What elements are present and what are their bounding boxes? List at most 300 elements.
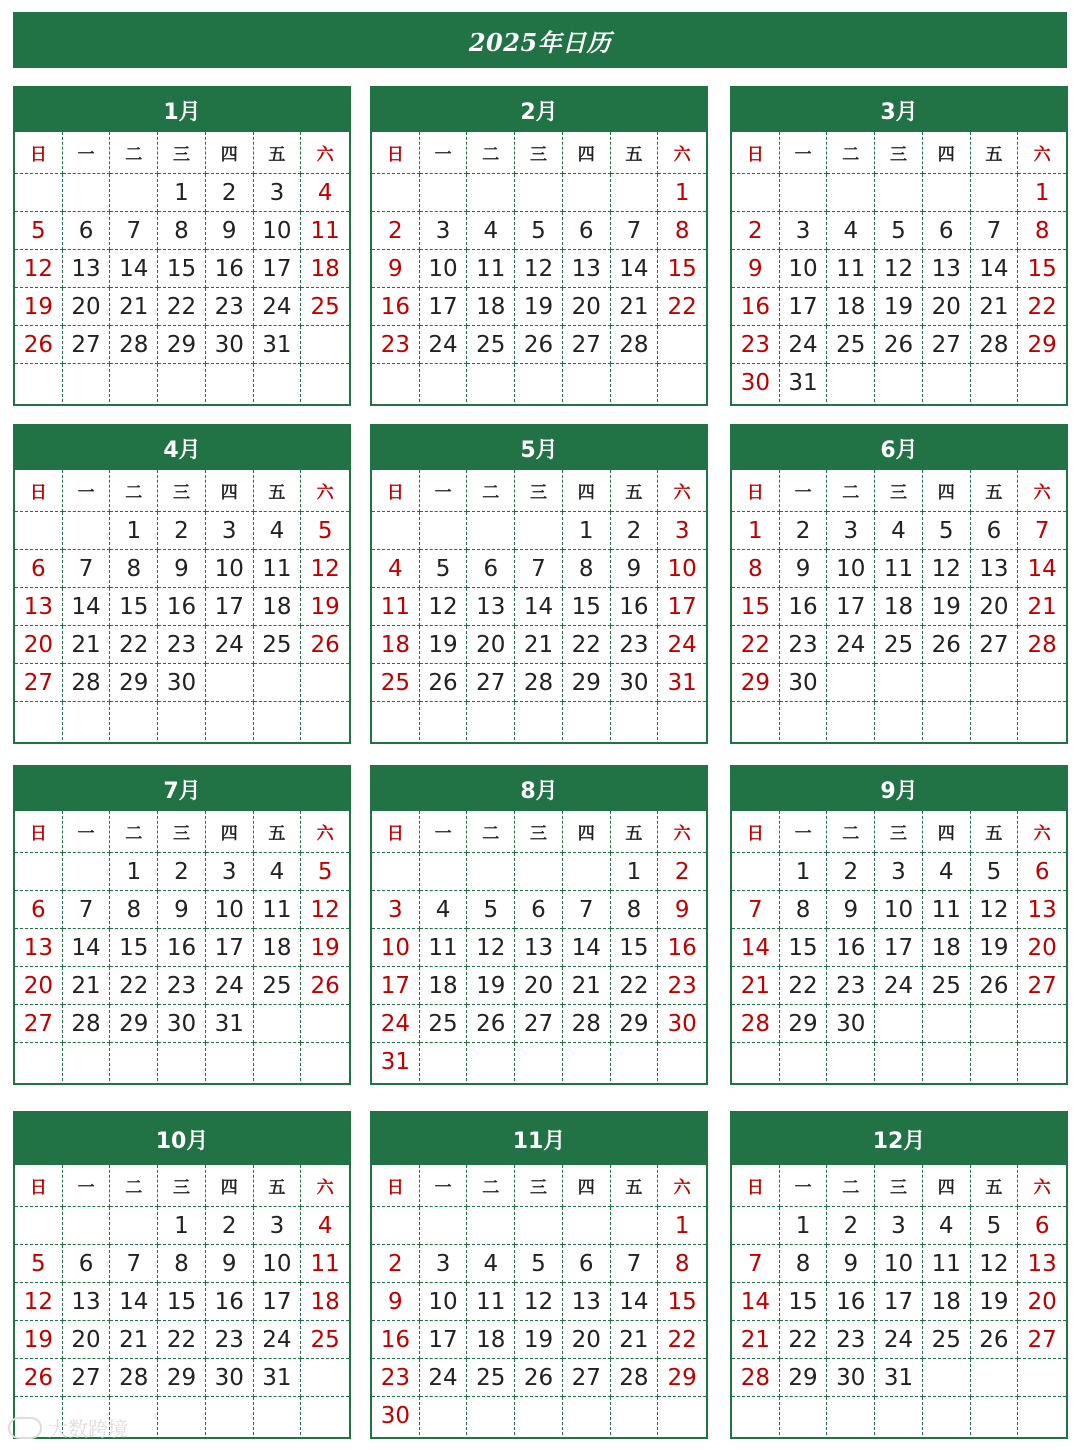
empty-cell <box>611 1043 659 1081</box>
weekday-label: 六 <box>301 132 349 174</box>
day-cell: 20 <box>467 626 515 664</box>
day-cell: 12 <box>875 250 923 288</box>
day-cell: 15 <box>110 588 158 626</box>
weekday-label: 三 <box>158 1165 206 1207</box>
day-cell: 24 <box>372 1005 420 1043</box>
weekday-label: 五 <box>254 132 302 174</box>
month-title: 4月 <box>15 426 349 470</box>
weekday-label: 二 <box>467 132 515 174</box>
month-11 <box>370 1111 708 1439</box>
month-title: 7月 <box>15 767 349 811</box>
day-cell: 14 <box>611 1283 659 1321</box>
day-cell: 30 <box>827 1359 875 1397</box>
empty-cell <box>923 1397 971 1435</box>
day-cell: 17 <box>658 588 706 626</box>
month-title: 1月 <box>15 88 349 132</box>
day-cell: 19 <box>971 929 1019 967</box>
day-cell: 3 <box>206 853 254 891</box>
day-cell: 10 <box>658 550 706 588</box>
month-6 <box>730 424 1068 744</box>
day-cell: 16 <box>158 588 206 626</box>
day-cell: 28 <box>611 326 659 364</box>
watermark <box>8 1413 128 1442</box>
empty-cell <box>467 853 515 891</box>
day-cell: 21 <box>63 626 111 664</box>
day-cell: 20 <box>63 288 111 326</box>
empty-cell <box>875 1043 923 1081</box>
day-cell: 2 <box>827 853 875 891</box>
empty-cell <box>875 1397 923 1435</box>
day-cell: 8 <box>658 1245 706 1283</box>
day-cell: 7 <box>110 1245 158 1283</box>
empty-cell <box>254 702 302 740</box>
day-cell: 28 <box>63 664 111 702</box>
day-cell: 7 <box>971 212 1019 250</box>
day-cell: 25 <box>254 626 302 664</box>
day-cell: 27 <box>923 326 971 364</box>
day-cell: 26 <box>301 967 349 1005</box>
empty-cell <box>206 364 254 402</box>
day-cell: 7 <box>563 891 611 929</box>
day-cell: 3 <box>420 212 468 250</box>
day-cell: 10 <box>206 891 254 929</box>
day-cell: 25 <box>467 1359 515 1397</box>
day-cell: 26 <box>923 626 971 664</box>
day-cell: 29 <box>563 664 611 702</box>
day-cell: 3 <box>206 512 254 550</box>
empty-cell <box>827 364 875 402</box>
day-cell: 29 <box>110 1005 158 1043</box>
weekday-label: 三 <box>158 811 206 853</box>
day-cell: 11 <box>923 891 971 929</box>
day-cell: 1 <box>658 174 706 212</box>
day-cell: 23 <box>372 1359 420 1397</box>
weekday-label: 五 <box>254 1165 302 1207</box>
day-cell: 26 <box>875 326 923 364</box>
day-cell: 20 <box>1018 1283 1066 1321</box>
day-cell: 2 <box>611 512 659 550</box>
day-cell: 29 <box>158 1359 206 1397</box>
weekday-label: 五 <box>611 132 659 174</box>
day-cell: 30 <box>206 1359 254 1397</box>
day-cell: 6 <box>923 212 971 250</box>
weekday-label: 五 <box>971 1165 1019 1207</box>
day-cell: 26 <box>515 1359 563 1397</box>
empty-cell <box>301 1397 349 1435</box>
day-cell: 24 <box>420 326 468 364</box>
day-cell: 4 <box>254 512 302 550</box>
day-cell: 19 <box>971 1283 1019 1321</box>
weekday-label: 一 <box>63 811 111 853</box>
empty-cell <box>563 174 611 212</box>
day-cell: 28 <box>611 1359 659 1397</box>
day-cell: 1 <box>780 1207 828 1245</box>
month-9 <box>730 765 1068 1085</box>
empty-cell <box>515 1043 563 1081</box>
day-cell: 5 <box>515 1245 563 1283</box>
day-cell: 23 <box>372 326 420 364</box>
day-cell: 13 <box>1018 891 1066 929</box>
month-grid <box>372 811 706 1081</box>
day-cell: 7 <box>611 212 659 250</box>
day-cell: 4 <box>467 212 515 250</box>
weekday-label: 四 <box>563 1165 611 1207</box>
day-cell: 15 <box>658 250 706 288</box>
weekday-label: 六 <box>658 132 706 174</box>
empty-cell <box>780 1397 828 1435</box>
day-cell: 2 <box>732 212 780 250</box>
day-cell: 6 <box>15 550 63 588</box>
day-cell: 14 <box>1018 550 1066 588</box>
day-cell: 17 <box>780 288 828 326</box>
weekday-label: 二 <box>827 811 875 853</box>
day-cell: 15 <box>158 1283 206 1321</box>
empty-cell <box>780 174 828 212</box>
day-cell: 23 <box>158 967 206 1005</box>
day-cell: 26 <box>420 664 468 702</box>
empty-cell <box>875 702 923 740</box>
day-cell: 22 <box>780 967 828 1005</box>
weekday-label: 四 <box>206 811 254 853</box>
day-cell: 4 <box>420 891 468 929</box>
weekday-label: 一 <box>63 470 111 512</box>
day-cell: 5 <box>301 853 349 891</box>
empty-cell <box>301 1043 349 1081</box>
day-cell: 21 <box>563 967 611 1005</box>
day-cell: 2 <box>158 512 206 550</box>
day-cell: 7 <box>110 212 158 250</box>
day-cell: 24 <box>206 626 254 664</box>
empty-cell <box>206 1043 254 1081</box>
day-cell: 25 <box>301 1321 349 1359</box>
weekday-label: 六 <box>1018 811 1066 853</box>
day-cell: 14 <box>611 250 659 288</box>
day-cell: 21 <box>971 288 1019 326</box>
month-title: 10月 <box>15 1113 349 1165</box>
empty-cell <box>301 1005 349 1043</box>
empty-cell <box>611 702 659 740</box>
empty-cell <box>923 174 971 212</box>
day-cell: 2 <box>827 1207 875 1245</box>
weekday-label: 五 <box>611 1165 659 1207</box>
day-cell: 16 <box>611 588 659 626</box>
day-cell: 11 <box>420 929 468 967</box>
empty-cell <box>563 1207 611 1245</box>
day-cell: 17 <box>875 1283 923 1321</box>
day-cell: 7 <box>732 891 780 929</box>
weekday-label: 三 <box>875 470 923 512</box>
day-cell: 29 <box>780 1005 828 1043</box>
day-cell: 10 <box>420 1283 468 1321</box>
weekday-label: 日 <box>372 470 420 512</box>
day-cell: 2 <box>206 174 254 212</box>
day-cell: 26 <box>15 1359 63 1397</box>
day-cell: 24 <box>875 1321 923 1359</box>
day-cell: 30 <box>827 1005 875 1043</box>
month-grid <box>372 132 706 402</box>
weekday-label: 五 <box>611 811 659 853</box>
day-cell: 24 <box>780 326 828 364</box>
day-cell: 30 <box>658 1005 706 1043</box>
weekday-label: 四 <box>563 811 611 853</box>
day-cell: 9 <box>611 550 659 588</box>
day-cell: 7 <box>611 1245 659 1283</box>
day-cell: 1 <box>158 1207 206 1245</box>
day-cell: 27 <box>1018 1321 1066 1359</box>
empty-cell <box>372 853 420 891</box>
weekday-label: 三 <box>158 132 206 174</box>
day-cell: 26 <box>467 1005 515 1043</box>
day-cell: 8 <box>780 1245 828 1283</box>
month-grid <box>732 470 1066 740</box>
day-cell: 12 <box>515 250 563 288</box>
weekday-label: 一 <box>780 1165 828 1207</box>
day-cell: 26 <box>15 326 63 364</box>
day-cell: 27 <box>563 326 611 364</box>
weekday-label: 五 <box>971 811 1019 853</box>
empty-cell <box>301 1359 349 1397</box>
day-cell: 31 <box>658 664 706 702</box>
day-cell: 27 <box>63 1359 111 1397</box>
day-cell: 16 <box>372 288 420 326</box>
day-cell: 5 <box>971 853 1019 891</box>
day-cell: 14 <box>110 250 158 288</box>
day-cell: 15 <box>110 929 158 967</box>
weekday-label: 五 <box>254 470 302 512</box>
empty-cell <box>420 702 468 740</box>
day-cell: 10 <box>780 250 828 288</box>
day-cell: 11 <box>301 1245 349 1283</box>
empty-cell <box>1018 664 1066 702</box>
day-cell: 23 <box>827 967 875 1005</box>
day-cell: 21 <box>1018 588 1066 626</box>
weekday-label: 四 <box>563 132 611 174</box>
empty-cell <box>515 702 563 740</box>
empty-cell <box>63 512 111 550</box>
empty-cell <box>372 364 420 402</box>
empty-cell <box>15 1043 63 1081</box>
day-cell: 10 <box>875 1245 923 1283</box>
day-cell: 18 <box>923 1283 971 1321</box>
month-3 <box>730 86 1068 406</box>
day-cell: 22 <box>658 1321 706 1359</box>
day-cell: 5 <box>301 512 349 550</box>
empty-cell <box>420 1397 468 1435</box>
empty-cell <box>63 702 111 740</box>
day-cell: 18 <box>875 588 923 626</box>
month-title: 3月 <box>732 88 1066 132</box>
day-cell: 5 <box>15 212 63 250</box>
empty-cell <box>827 664 875 702</box>
day-cell: 24 <box>420 1359 468 1397</box>
day-cell: 21 <box>732 1321 780 1359</box>
watermark-text: 大数跨境 <box>48 1417 128 1441</box>
empty-cell <box>611 364 659 402</box>
empty-cell <box>420 174 468 212</box>
weekday-label: 日 <box>732 1165 780 1207</box>
empty-cell <box>467 174 515 212</box>
day-cell: 5 <box>971 1207 1019 1245</box>
empty-cell <box>1018 702 1066 740</box>
weekday-label: 日 <box>732 811 780 853</box>
empty-cell <box>372 512 420 550</box>
empty-cell <box>515 364 563 402</box>
day-cell: 27 <box>1018 967 1066 1005</box>
empty-cell <box>206 1397 254 1435</box>
day-cell: 2 <box>372 1245 420 1283</box>
weekday-label: 三 <box>515 1165 563 1207</box>
empty-cell <box>971 364 1019 402</box>
day-cell: 17 <box>827 588 875 626</box>
day-cell: 22 <box>110 967 158 1005</box>
day-cell: 11 <box>467 250 515 288</box>
day-cell: 21 <box>63 967 111 1005</box>
day-cell: 5 <box>15 1245 63 1283</box>
day-cell: 31 <box>254 1359 302 1397</box>
day-cell: 30 <box>732 364 780 402</box>
empty-cell <box>658 326 706 364</box>
empty-cell <box>158 1397 206 1435</box>
day-cell: 27 <box>467 664 515 702</box>
day-cell: 18 <box>301 1283 349 1321</box>
day-cell: 20 <box>971 588 1019 626</box>
day-cell: 22 <box>563 626 611 664</box>
empty-cell <box>301 702 349 740</box>
weekday-label: 六 <box>1018 470 1066 512</box>
day-cell: 28 <box>563 1005 611 1043</box>
day-cell: 23 <box>206 288 254 326</box>
weekday-label: 三 <box>515 470 563 512</box>
empty-cell <box>971 1043 1019 1081</box>
empty-cell <box>515 174 563 212</box>
day-cell: 17 <box>875 929 923 967</box>
month-grid <box>15 811 349 1081</box>
day-cell: 30 <box>372 1397 420 1435</box>
day-cell: 29 <box>611 1005 659 1043</box>
month-grid <box>732 132 1066 402</box>
day-cell: 6 <box>63 212 111 250</box>
empty-cell <box>15 364 63 402</box>
empty-cell <box>515 1397 563 1435</box>
day-cell: 23 <box>827 1321 875 1359</box>
month-1 <box>13 86 351 406</box>
day-cell: 28 <box>971 326 1019 364</box>
day-cell: 28 <box>110 1359 158 1397</box>
weekday-label: 二 <box>827 132 875 174</box>
day-cell: 3 <box>827 512 875 550</box>
empty-cell <box>827 1043 875 1081</box>
day-cell: 30 <box>206 326 254 364</box>
day-cell: 18 <box>254 929 302 967</box>
weekday-label: 一 <box>420 132 468 174</box>
day-cell: 18 <box>923 929 971 967</box>
empty-cell <box>15 1207 63 1245</box>
day-cell: 29 <box>658 1359 706 1397</box>
day-cell: 4 <box>301 1207 349 1245</box>
day-cell: 22 <box>732 626 780 664</box>
day-cell: 31 <box>372 1043 420 1081</box>
day-cell: 31 <box>254 326 302 364</box>
day-cell: 20 <box>563 1321 611 1359</box>
day-cell: 15 <box>658 1283 706 1321</box>
day-cell: 17 <box>420 288 468 326</box>
empty-cell <box>923 364 971 402</box>
weekday-label: 五 <box>254 811 302 853</box>
month-7 <box>13 765 351 1085</box>
empty-cell <box>611 1397 659 1435</box>
empty-cell <box>110 1207 158 1245</box>
day-cell: 15 <box>611 929 659 967</box>
empty-cell <box>420 512 468 550</box>
empty-cell <box>420 853 468 891</box>
day-cell: 24 <box>254 288 302 326</box>
day-cell: 7 <box>63 891 111 929</box>
day-cell: 11 <box>254 550 302 588</box>
day-cell: 26 <box>301 626 349 664</box>
day-cell: 30 <box>158 1005 206 1043</box>
day-cell: 25 <box>254 967 302 1005</box>
empty-cell <box>1018 1359 1066 1397</box>
empty-cell <box>467 1207 515 1245</box>
day-cell: 16 <box>732 288 780 326</box>
day-cell: 29 <box>732 664 780 702</box>
day-cell: 3 <box>254 1207 302 1245</box>
empty-cell <box>923 664 971 702</box>
day-cell: 22 <box>158 1321 206 1359</box>
day-cell: 25 <box>372 664 420 702</box>
day-cell: 4 <box>254 853 302 891</box>
weekday-label: 一 <box>420 470 468 512</box>
day-cell: 14 <box>515 588 563 626</box>
day-cell: 19 <box>515 288 563 326</box>
day-cell: 12 <box>15 250 63 288</box>
empty-cell <box>420 364 468 402</box>
page-title: 2025年日历 <box>13 12 1067 68</box>
day-cell: 22 <box>110 626 158 664</box>
month-title: 12月 <box>732 1113 1066 1165</box>
day-cell: 11 <box>467 1283 515 1321</box>
empty-cell <box>467 1397 515 1435</box>
day-cell: 26 <box>515 326 563 364</box>
day-cell: 1 <box>158 174 206 212</box>
empty-cell <box>780 702 828 740</box>
empty-cell <box>971 1005 1019 1043</box>
weekday-label: 四 <box>206 470 254 512</box>
day-cell: 16 <box>206 250 254 288</box>
empty-cell <box>158 1043 206 1081</box>
day-cell: 22 <box>1018 288 1066 326</box>
empty-cell <box>827 1397 875 1435</box>
empty-cell <box>875 174 923 212</box>
day-cell: 6 <box>467 550 515 588</box>
day-cell: 12 <box>301 891 349 929</box>
weekday-label: 一 <box>63 132 111 174</box>
weekday-label: 二 <box>110 1165 158 1207</box>
day-cell: 18 <box>372 626 420 664</box>
day-cell: 23 <box>158 626 206 664</box>
day-cell: 14 <box>732 929 780 967</box>
empty-cell <box>875 364 923 402</box>
day-cell: 12 <box>923 550 971 588</box>
day-cell: 16 <box>827 1283 875 1321</box>
weekday-label: 一 <box>63 1165 111 1207</box>
day-cell: 9 <box>158 891 206 929</box>
weekday-label: 六 <box>658 470 706 512</box>
empty-cell <box>110 1043 158 1081</box>
day-cell: 2 <box>658 853 706 891</box>
day-cell: 21 <box>110 288 158 326</box>
day-cell: 6 <box>1018 853 1066 891</box>
